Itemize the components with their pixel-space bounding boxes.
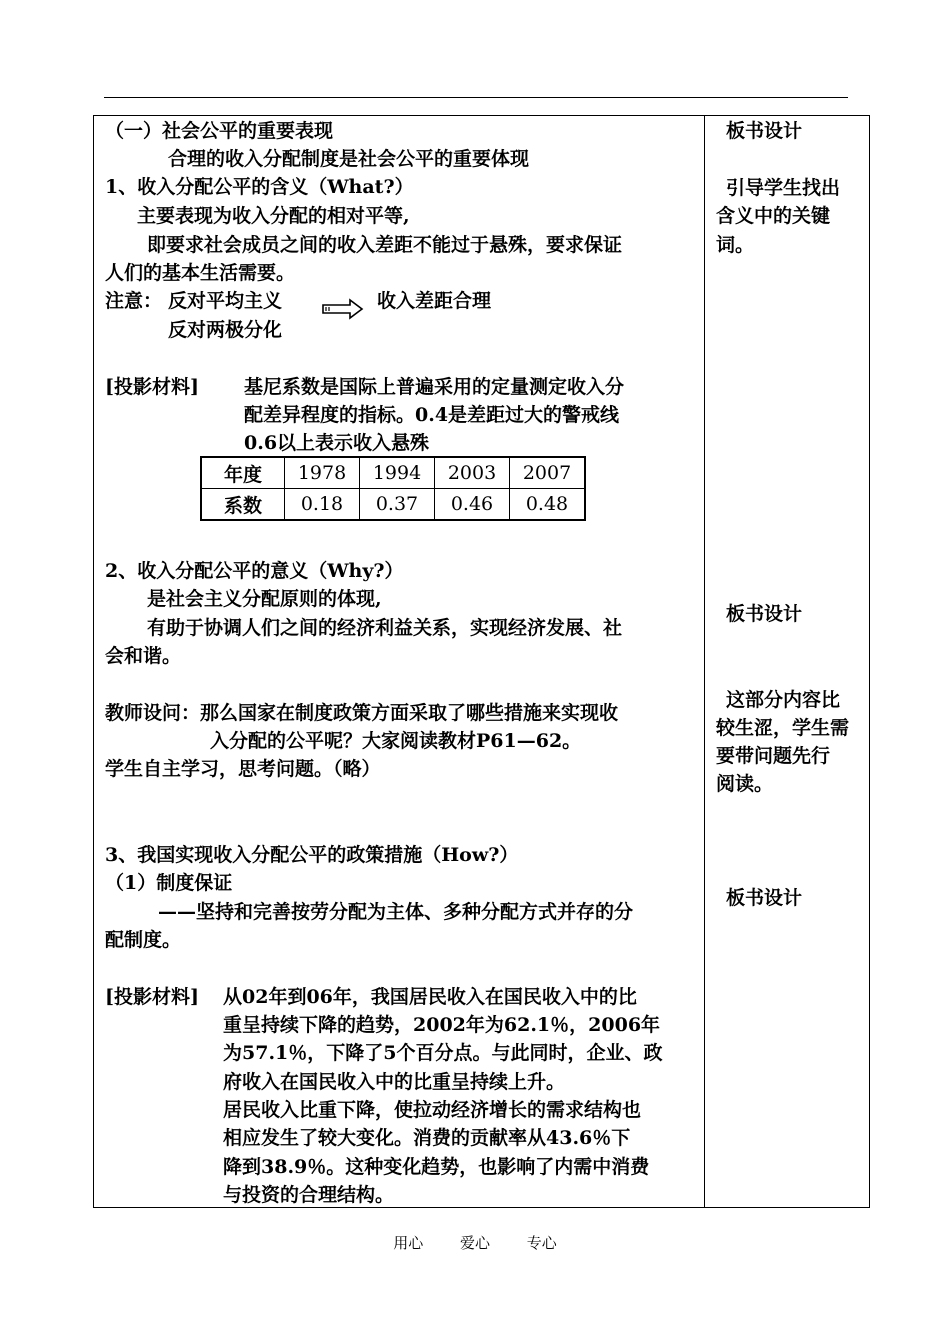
main-text: 配制度。 (105, 929, 182, 951)
student-activity: 学生自主学习，思考问题。（略） (105, 758, 381, 780)
footer-word: 爱心 (459, 1234, 490, 1252)
main-text: 主要表现为收入分配的相对平等, (137, 205, 410, 227)
side-note: 阅读。 (716, 773, 774, 795)
header-rule (104, 97, 848, 98)
note-item: 反对两极分化 (168, 319, 283, 341)
table-cell: 1994 (360, 457, 435, 489)
table-row (201, 457, 585, 489)
projection-text: 相应发生了较大变化。消费的贡献率从43.6％下 (223, 1127, 631, 1149)
footer-word: 专心 (526, 1234, 557, 1252)
table-cell: 年度 (201, 457, 285, 489)
table-cell: 0.37 (360, 489, 435, 521)
side-note: 引导学生找出 (726, 177, 841, 199)
subsection-heading: 3、我国实现收入分配公平的政策措施（How?） (105, 844, 519, 866)
side-note: 词。 (716, 234, 755, 256)
note-item: 反对平均主义 (168, 290, 283, 312)
projection-text: 府收入在国民收入中的比重呈持续上升。 (223, 1071, 566, 1093)
main-text: 是社会主义分配原则的体现, (147, 588, 382, 610)
main-text: 即要求社会成员之间的收入差距不能过于悬殊，要求保证 (147, 234, 623, 256)
projection-text: 居民收入比重下降，使拉动经济增长的需求结构也 (223, 1099, 642, 1121)
subsection-heading: 2、收入分配公平的意义（Why?） (105, 560, 404, 582)
main-text: 会和谐。 (105, 645, 182, 667)
side-note: 这部分内容比 (726, 689, 841, 711)
side-note: 较生涩，学生需 (716, 717, 850, 739)
projection-label: [投影材料] (105, 986, 199, 1008)
projection-text: 0.6以上表示收入悬殊 (244, 432, 430, 454)
projection-label: [投影材料] (105, 376, 199, 398)
gini-table (200, 456, 586, 521)
section-heading: （一）社会公平的重要表现 (105, 120, 334, 142)
table-cell: 0.18 (285, 489, 360, 521)
projection-text: 从02年到06年，我国居民收入在国民收入中的比 (223, 986, 637, 1008)
main-text: 有助于协调人们之间的经济利益关系，实现经济发展、社 (147, 617, 623, 639)
side-note: 板书设计 (726, 887, 803, 909)
side-note: 板书设计 (726, 120, 803, 142)
main-text: 人们的基本生活需要。 (105, 262, 296, 284)
projection-text: 基尼系数是国际上普遍采用的定量测定收入分 (244, 376, 625, 398)
table-cell: 系数 (201, 489, 285, 521)
projection-text: 降到38.9％。这种变化趋势，也影响了内需中消费 (223, 1156, 650, 1178)
note-label: 注意： (105, 290, 163, 312)
projection-text: 配差异程度的指标。0.4是差距过大的警戒线 (244, 404, 620, 426)
note-result: 收入差距合理 (377, 290, 492, 312)
projection-text: 重呈持续下降的趋势，2002年为62.1％，2006年 (223, 1014, 661, 1036)
column-divider (704, 115, 705, 1208)
page-footer (0, 1232, 950, 1253)
projection-text: 为57.1％，下降了5个百分点。与此同时，企业、政 (223, 1042, 663, 1064)
main-text: ——坚持和完善按劳分配为主体、多种分配方式并存的分 (158, 901, 634, 923)
subsection-heading: 1、收入分配公平的含义（What?） (105, 176, 414, 198)
side-note: 板书设计 (726, 603, 803, 625)
teacher-question: 教师设问：那么国家在制度政策方面采取了哪些措施来实现收 (105, 702, 619, 724)
table-cell: 0.46 (435, 489, 510, 521)
table-cell: 2003 (435, 457, 510, 489)
main-text: 合理的收入分配制度是社会公平的重要体现 (168, 148, 530, 170)
footer-word: 用心 (393, 1234, 424, 1252)
table-row (201, 489, 585, 521)
main-text: （1）制度保证 (105, 872, 233, 894)
side-note: 要带问题先行 (716, 745, 831, 767)
table-cell: 1978 (285, 457, 360, 489)
projection-text: 与投资的合理结构。 (223, 1184, 395, 1206)
right-arrow-icon (322, 298, 364, 320)
teacher-question: 入分配的公平呢？大家阅读教材P61—62。 (210, 730, 582, 752)
table-cell: 2007 (510, 457, 586, 489)
table-cell: 0.48 (510, 489, 586, 521)
side-note: 含义中的关键 (716, 205, 831, 227)
